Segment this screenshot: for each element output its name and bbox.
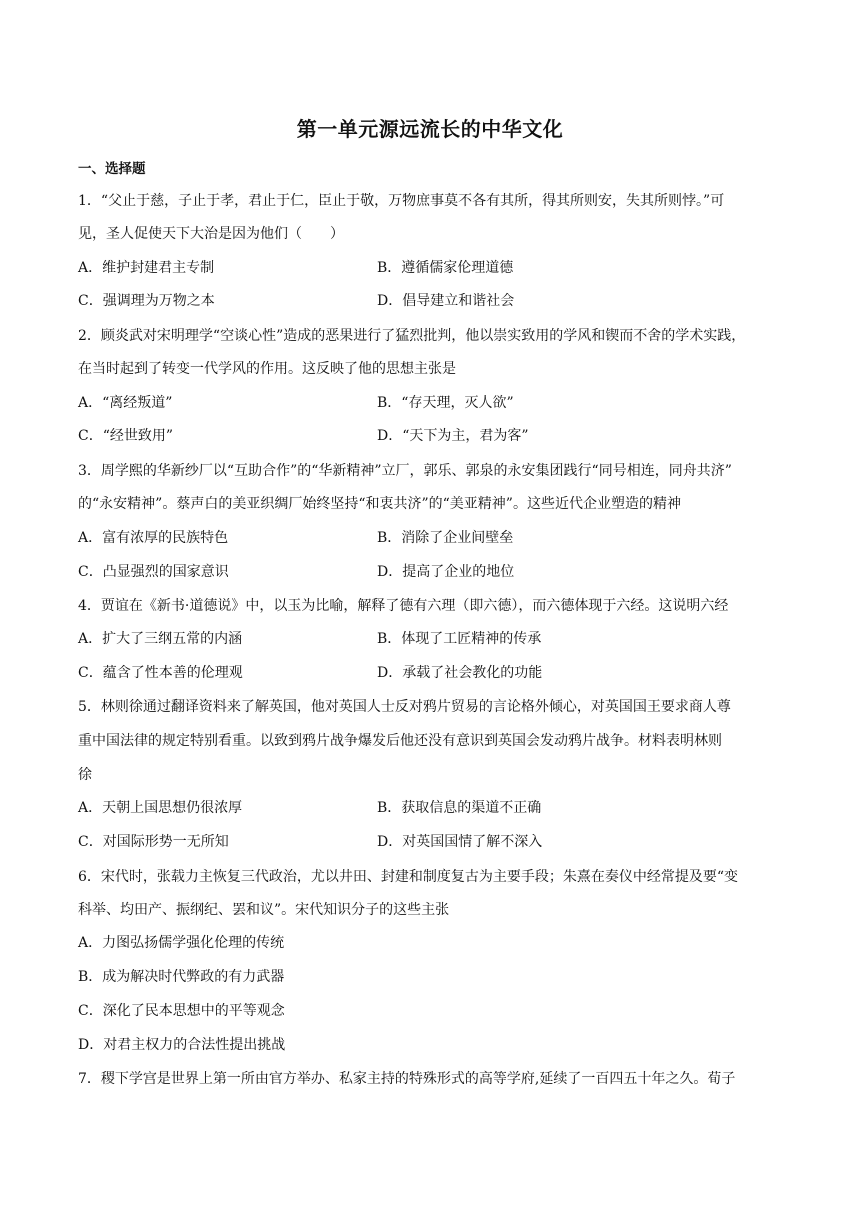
- question-3-option-c: C．凸显强烈的国家意识: [78, 564, 229, 580]
- question-4-line-1: 4．贾谊在《新书·道德说》中，以玉为比喻，解释了德有六理（即六德），而六德体现于六经。这说明六经: [78, 598, 729, 614]
- question-5-option-b: B．获取信息的渠道不正确: [377, 800, 542, 816]
- question-6-option-c: C．深化了民本思想中的平等观念: [78, 1003, 285, 1019]
- question-5-option-a: A．天朝上国思想仍很浓厚: [78, 800, 243, 816]
- page-title: 第一单元源远流长的中华文化: [296, 117, 564, 141]
- question-6-option-d: D．对君主权力的合法性提出挑战: [78, 1037, 286, 1053]
- question-3-line-2: 的“永安精神”。蔡声白的美亚织绸厂始终坚持“和衷共济”的“美亚精神”。这些近代企业塑造的精神: [78, 496, 681, 512]
- question-4-option-b: B．体现了工匠精神的传承: [377, 631, 542, 647]
- question-1-line-2: 见，圣人促使天下大治是因为他们（ ）: [78, 226, 344, 242]
- question-4-option-c: C．蕴含了性本善的伦理观: [78, 665, 243, 681]
- question-2-option-d: D．“天下为主，君为客”: [377, 428, 529, 444]
- question-4-option-a: A．扩大了三纲五常的内涵: [78, 631, 243, 647]
- question-2-option-b: B．“存天理，灭人欲”: [377, 395, 514, 411]
- section-heading: 一、选择题: [78, 161, 146, 177]
- question-1-line-1: 1．“父止于慈，子止于孝，君止于仁，臣止于敬，万物庶事莫不各有其所，得其所则安，失其所则悖。”可: [78, 193, 725, 209]
- question-6-option-b: B．成为解决时代弊政的有力武器: [78, 969, 285, 985]
- question-1-option-d: D．倡导建立和谐社会: [377, 293, 515, 309]
- question-7-line-1: 7．稷下学宫是世界上第一所由官方举办、私家主持的特殊形式的高等学府,延续了一百四五十年之久。荀子: [78, 1071, 736, 1087]
- question-1-option-b: B．遵循儒家伦理道德: [377, 260, 514, 276]
- question-5-option-c: C．对国际形势一无所知: [78, 834, 229, 850]
- question-5-line-3: 徐: [78, 767, 92, 783]
- question-4-option-d: D．承载了社会教化的功能: [377, 665, 543, 681]
- question-3-option-b: B．消除了企业间壁垒: [377, 530, 514, 546]
- question-3-line-1: 3．周学熙的华新纱厂以“互助合作”的“华新精神”立厂，郭乐、郭泉的永安集团践行“同号相连，同舟共济”: [78, 463, 732, 479]
- question-3-option-a: A．富有浓厚的民族特色: [78, 530, 229, 546]
- question-5-option-d: D．对英国国情了解不深入: [377, 834, 543, 850]
- question-2-line-2: 在当时起到了转变一代学风的作用。这反映了他的思想主张是: [78, 361, 456, 377]
- question-6-option-a: A．力图弘扬儒学强化伦理的传统: [78, 935, 285, 951]
- question-1-option-a: A．维护封建君主专制: [78, 260, 215, 276]
- question-2-option-c: C．“经世致用”: [78, 428, 174, 444]
- question-2-line-1: 2．顾炎武对宋明理学“空谈心性”造成的恶果进行了猛烈批判，他以崇实致用的学风和锲而不舍的学术实践，: [78, 328, 746, 344]
- question-5-line-2: 重中国法律的规定特别看重。以致到鸦片战争爆发后他还没有意识到英国会发动鸦片战争。材料表明林则: [78, 733, 722, 749]
- question-5-line-1: 5．林则徐通过翻译资料来了解英国，他对英国人士反对鸦片贸易的言论格外倾心，对英国国王要求商人尊: [78, 699, 731, 715]
- question-3-option-d: D．提高了企业的地位: [377, 564, 515, 580]
- question-6-line-1: 6．宋代时，张载力主恢复三代政治，尤以井田、封建和制度复古为主要手段；朱熹在奏仪中经常提及要“变: [78, 869, 739, 885]
- question-2-option-a: A．“离经叛道”: [78, 395, 173, 411]
- question-6-line-2: 科举、均田产、振纲纪、罢和议”。宋代知识分子的这些主张: [78, 902, 450, 918]
- question-1-option-c: C．强调理为万物之本: [78, 293, 215, 309]
